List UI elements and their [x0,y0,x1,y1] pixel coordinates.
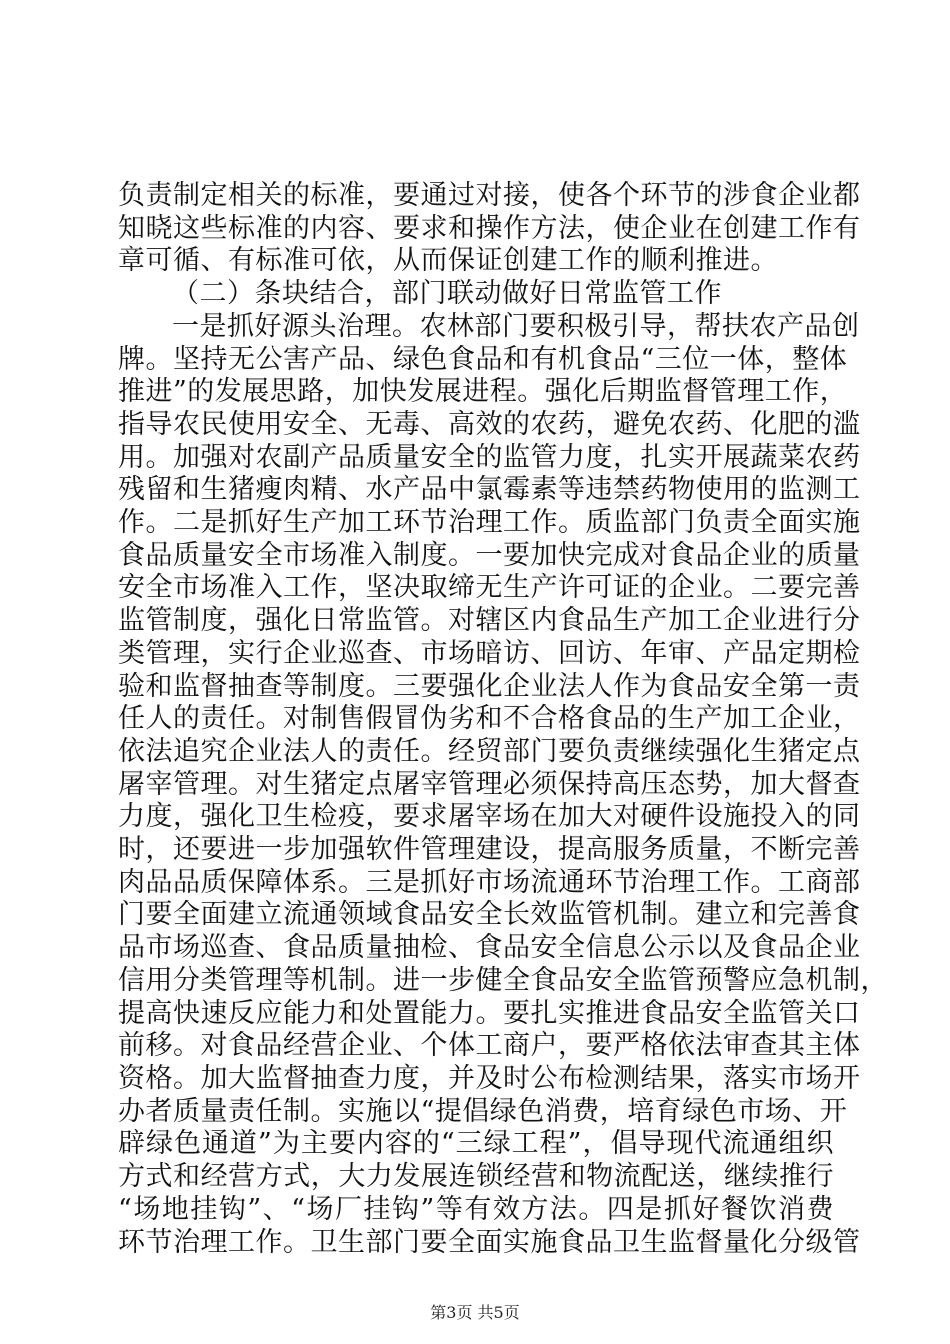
text-line: 类管理，实行企业巡查、市场暗访、回访、年审、产品定期检 [118,637,861,669]
text-line: 前移。对食品经营企业、个体工商户，要严格依法审查其主体 [118,1030,861,1062]
text-line: 辟绿色通道”为主要内容的“三绿工程”，倡导现代流通组织 [118,1128,834,1160]
text-line: 一是抓好源头治理。农林部门要积极引导，帮扶农产品创 [172,310,860,342]
page-footer [0,1300,950,1323]
text-line: 资格。加大监督抽查力度，并及时公布检测结果，落实市场开 [118,1062,861,1094]
text-line: 提高快速反应能力和处置能力。要扎实推进食品安全监管关口 [118,997,861,1029]
text-line: 任人的责任。对制售假冒伪劣和不合格食品的生产加工企业， [118,703,861,735]
text-line: 作。二是抓好生产加工环节治理工作。质监部门负责全面实施 [118,507,861,539]
text-line: 负责制定相关的标准，要通过对接，使各个环节的涉食企业都 [118,180,861,211]
text-line: 办者质量责任制。实施以“提倡绿色消费，培育绿色市场、开 [118,1095,848,1127]
text-line: 食品质量安全市场准入制度。一要加快完成对食品企业的质量 [118,539,861,571]
text-line: 屠宰管理。对生猪定点屠宰管理必须保持高压态势，加大督查 [118,768,861,800]
text-line: 时，还要进一步加强软件管理建设，提高服务质量，不断完善 [118,834,861,866]
text-line: “场地挂钩”、“场厂挂钩”等有效方法。四是抓好餐饮消费 [118,1193,834,1225]
text-line: 指导农民使用安全、无毒、高效的农药，避免农药、化肥的滥 [118,408,861,440]
text-line: 品市场巡查、食品质量抽检、食品安全信息公示以及食品企业 [118,932,861,964]
text-line: 残留和生猪瘦肉精、水产品中氯霉素等违禁药物使用的监测工 [118,474,861,506]
text-line: 验和监督抽查等制度。三要强化企业法人作为食品安全第一责 [118,670,861,702]
text-line: 监管制度，强化日常监管。对辖区内食品生产加工企业进行分 [118,605,861,637]
text-line: 肉品品质保障体系。三是抓好市场流通环节治理工作。工商部 [118,866,861,898]
text-line: 方式和经营方式，大力发展连锁经营和物流配送，继续推行 [118,1161,834,1193]
text-line: 牌。坚持无公害产品、绿色食品和有机食品“三位一体，整体 [118,343,848,375]
text-line: 力度，强化卫生检疫，要求屠宰场在加大对硬件设施投入的同 [118,801,861,833]
text-line: 章可循、有标准可依，从而保证创建工作的顺利推进。 [118,245,778,277]
page-number: 第3页 共5页 [430,1303,520,1322]
text-line: 依法追究企业法人的责任。经贸部门要负责继续强化生猪定点 [118,735,861,767]
text-line: 信用分类管理等机制。进一步健全食品安全监管预警应急机制， [118,964,888,996]
document-body [118,180,888,1259]
text-line: 环节治理工作。卫生部门要全面实施食品卫生监督量化分级管 [118,1226,861,1258]
text-line: 用。加强对农副产品质量安全的监管力度，扎实开展蔬菜农药 [118,441,861,473]
section-heading: （二）条块结合，部门联动做好日常监管工作 [172,278,722,310]
text-line: 推进”的发展思路，加快发展进程。强化后期监督管理工作， [118,376,848,408]
text-line: 知晓这些标准的内容、要求和操作方法，使企业在创建工作有 [118,212,861,244]
text-line: 安全市场准入工作，坚决取缔无生产许可证的企业。二要完善 [118,572,861,604]
text-line: 门要全面建立流通领域食品安全长效监管机制。建立和完善食 [118,899,861,931]
